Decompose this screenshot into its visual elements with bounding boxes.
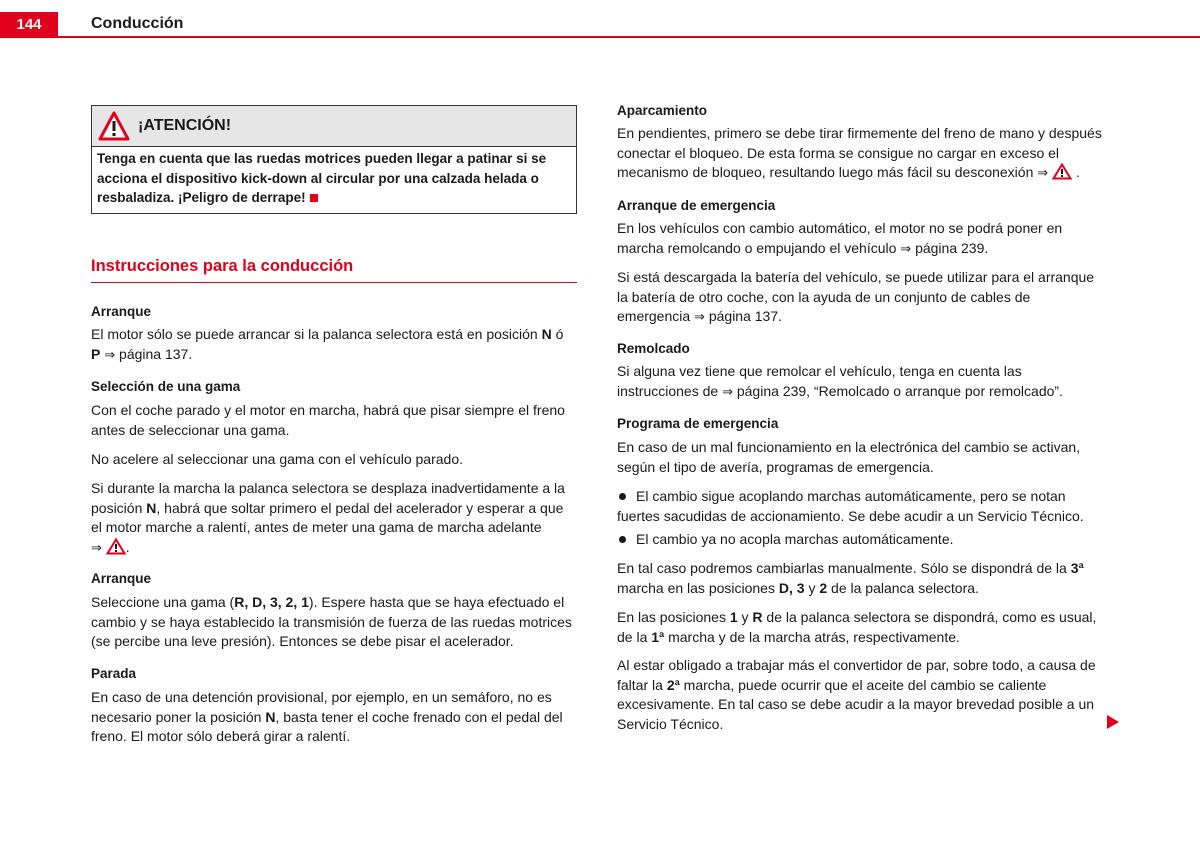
remolcado-text	[617, 362, 1107, 402]
page-ref-link[interactable]: página 239, “Remolcado o arranque por remolcado”.	[732, 382, 1063, 399]
arranque2-gears: R, D, 3, 2, 1	[234, 594, 309, 610]
section-title: Conducción	[91, 15, 184, 32]
p3-d: D, 3	[778, 579, 805, 596]
arranque-emergencia-p2-text: Si está descargada la batería del vehículo, se puede utilizar para el arranque la batería de otro coche, con la ayuda de un conjunto de cables de emergencia	[617, 269, 1095, 324]
arranque2-text-c: ). Espere hasta que se haya efectuado el cambio y se haya establecido la transmisión de fuerza de las ruedas motrices (se percibe una leve presión). Entonces se debe pisar el acelerador.	[91, 594, 572, 649]
arranque-emergencia-p2	[617, 268, 1107, 328]
arranque-emergencia-p1	[617, 219, 1107, 259]
seleccion-heading: Selección de una gama	[91, 379, 241, 394]
seleccion-p3-c: , habrá que soltar primero el pedal del acelerador y esperar a que el motor marche a ralentí, antes de meter una gama de marcha adelante	[91, 499, 564, 535]
header-rule	[58, 36, 1200, 38]
parada-heading: Parada	[91, 666, 137, 681]
p4-e: de la palanca selectora se dispondrá, como es usual, de la	[617, 609, 1097, 645]
arranque2-text-a: Seleccione una gama (	[91, 594, 235, 610]
programa-p5	[617, 656, 1107, 734]
p4-a: En las posiciones	[617, 609, 730, 625]
warning-body-text: Tenga en cuenta que las ruedas motrices pueden llegar a patinar si se acciona el dispositivo kick-down al circular por una calzada helada o resbaladiza. ¡Peligro de derrape!	[97, 151, 547, 205]
remolcado-heading: Remolcado	[617, 341, 690, 356]
p3-f: 2	[819, 579, 828, 596]
double-arrow-icon: ⇒	[104, 347, 116, 363]
parada-text-c: , basta tener el coche frenado con el pedal del freno. El motor sólo deberá girar a ralentí.	[91, 708, 563, 744]
remolcado-body: Si alguna vez tiene que remolcar el vehículo, tenga en cuenta las instrucciones de	[617, 363, 1022, 399]
section-heading: Instrucciones para la conducción	[91, 257, 577, 283]
programa-p3	[617, 559, 1107, 598]
p3-b: 3ª	[1070, 560, 1084, 576]
bullet-text: El cambio sigue acoplando marchas automáticamente, pero se notan fuertes sacudidas de accionamiento. Se debe acudir a un Servicio Técnico.	[617, 488, 1084, 524]
double-arrow-icon: ⇒	[91, 540, 102, 556]
page-number: 144	[0, 12, 58, 38]
arranque-emergencia-heading: Arranque de emergencia	[617, 198, 776, 213]
seleccion-p2: No acelere al seleccionar una gama con el vehículo parado.	[91, 451, 464, 467]
warning-box	[91, 105, 577, 214]
warning-ref-icon[interactable]	[106, 538, 126, 555]
parada-n: N	[265, 708, 276, 725]
bullet-icon	[619, 493, 626, 500]
programa-heading: Programa de emergencia	[617, 416, 779, 431]
p4-d: R	[752, 609, 763, 625]
aparcamiento-text: En pendientes, primero se debe tirar firmemente del freno de mano y después conectar el bloqueo. De esta forma se consigue no cargar en exceso el mecanismo de bloqueo, resultando luego más fácil su desconexión ⇒ .	[617, 125, 1102, 181]
page-ref-link[interactable]: página 239.	[911, 239, 989, 256]
warning-triangle-icon	[98, 111, 130, 141]
double-arrow-icon: ⇒	[694, 310, 705, 325]
arranque-text-c: ó	[551, 326, 564, 342]
warning-title: ¡ATENCIÓN!	[138, 117, 232, 134]
warning-text	[92, 147, 576, 213]
arranque-emergencia-p1-text: En los vehículos con cambio automático, el motor no se podrá poner en marcha remolcando o empujando el vehículo	[617, 220, 1063, 256]
page-header	[0, 0, 1200, 40]
p3-e: y	[804, 579, 820, 596]
p5-a: Al estar obligado a trabajar más el convertidor de par, sobre todo, a causa de faltar la	[617, 657, 1096, 693]
p3-c: marcha en las posiciones	[617, 579, 779, 596]
arranque-heading: Arranque	[91, 304, 152, 319]
arranque-text-a: El motor sólo se puede arrancar si la palanca selectora está en posición	[91, 326, 542, 342]
page-ref-link[interactable]: página 137.	[704, 308, 783, 324]
arranque2-text	[91, 593, 577, 652]
double-arrow-icon: ⇒	[1037, 166, 1049, 181]
p4-g: marcha y de la marcha atrás, respectivamente.	[664, 628, 960, 645]
p4-c: y	[737, 609, 753, 625]
page-ref-link[interactable]: página 137.	[115, 345, 193, 362]
aparcamiento-heading: Aparcamiento	[617, 103, 708, 118]
arranque-text	[91, 325, 577, 365]
p3-g: de la palanca selectora.	[827, 579, 979, 596]
p4-f: 1ª	[651, 628, 665, 645]
seleccion-p3: Si durante la marcha la palanca selectora se desplaza inadvertidamente a la posición N, habrá que soltar primero el pedal del acelerador y esperar a que el motor marche a ralentí, antes de meter una gama de marcha adelante ⇒ .	[91, 480, 565, 556]
programa-p4	[617, 608, 1107, 647]
bullet-icon	[619, 536, 626, 543]
warning-header	[92, 106, 576, 147]
list-item	[617, 487, 1107, 526]
parada-text-a: En caso de una detención provisional, por ejemplo, en un semáforo, no es necesario poner la posición	[91, 689, 552, 725]
parada-text	[91, 688, 577, 747]
seleccion-p1: Con el coche parado y el motor en marcha, habrá que pisar siempre el freno antes de seleccionar una gama.	[91, 402, 565, 438]
arranque-n: N	[541, 326, 552, 342]
double-arrow-icon: ⇒	[722, 384, 733, 400]
arranque2-heading: Arranque	[91, 571, 152, 586]
double-arrow-icon: ⇒	[900, 241, 912, 257]
arranque-p: P	[91, 345, 101, 362]
p3-a: En tal caso podremos cambiarlas manualmente. Sólo se dispondrá de la	[617, 560, 1071, 576]
warning-ref-icon[interactable]	[1052, 163, 1072, 180]
p5-c: marcha, puede ocurrir que el aceite del cambio se caliente excesivamente. En tal caso se debe acudir a la mayor brevedad posible a un Servicio Técnico.	[617, 676, 1095, 732]
aparcamiento-body: En pendientes, primero se debe tirar firmemente del freno de mano y después conectar el bloqueo. De esta forma se consigue no cargar en exceso el mecanismo de bloqueo, resultando luego más fácil su desconexión	[617, 125, 1102, 180]
seleccion-p3-a: Si durante la marcha la palanca selectora se desplaza inadvertidamente a la posición	[91, 480, 565, 516]
p4-b: 1	[729, 609, 738, 625]
p5-b: 2ª	[666, 676, 680, 693]
seleccion-n: N	[146, 499, 157, 516]
end-marker-icon	[310, 194, 318, 202]
next-page-arrow-icon[interactable]	[1106, 714, 1120, 730]
programa-intro: En caso de un mal funcionamiento en la electrónica del cambio se activan, según el tipo de avería, programas de emergencia.	[617, 439, 1081, 475]
list-item	[617, 530, 1107, 550]
bullet-text: El cambio ya no acopla marchas automáticamente.	[636, 531, 954, 547]
